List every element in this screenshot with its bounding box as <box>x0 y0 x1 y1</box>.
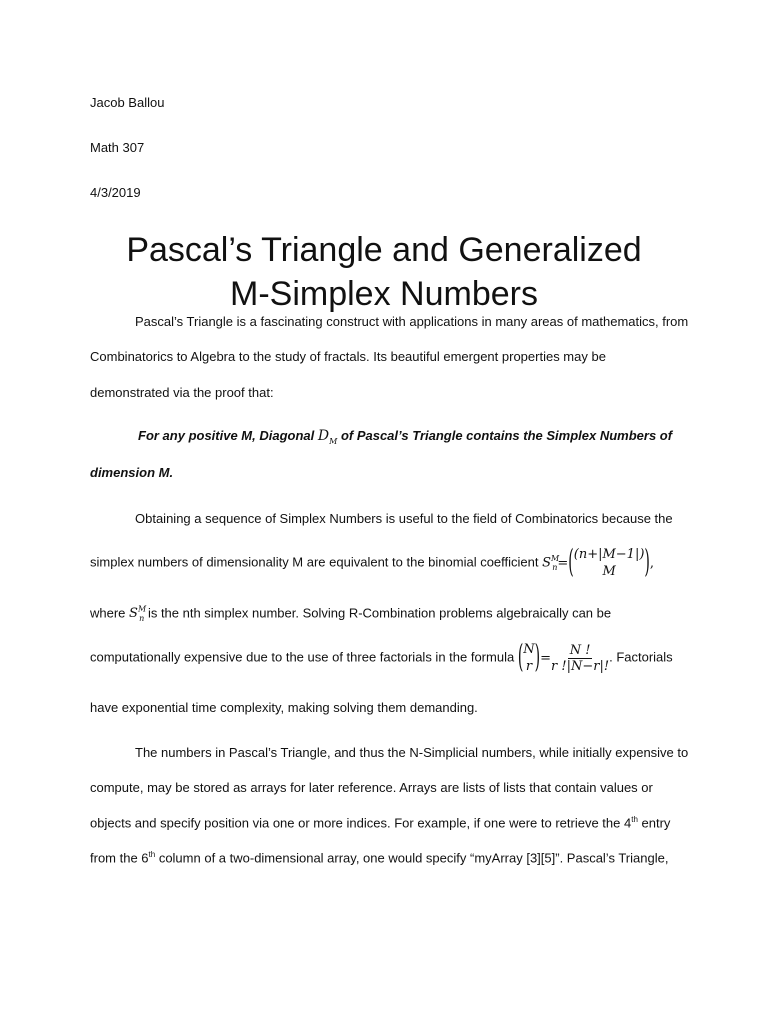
document-date: 4/3/2019 <box>90 185 141 200</box>
para3-line2: compute, may be stored as arrays for later reference. Arrays are lists of lists that contain values or <box>90 780 653 795</box>
para2-line4a: computationally expensive due to the use of three factorials in the formula <box>90 649 515 665</box>
para2-line2 <box>90 546 690 580</box>
para2-line5: have exponential time complexity, making solving them demanding. <box>90 700 478 715</box>
title-line-2: M-Simplex Numbers <box>230 275 538 313</box>
title-line-1: Pascal’s Triangle and Generalized <box>126 231 642 269</box>
para3-line4b: column of a two-dimensional array, one would specify “myArray [3][5]”. Pascal’s Triangle, <box>155 850 669 866</box>
theorem-part2: of Pascal’s Triangle contains the Simplex Numbers of <box>340 428 673 443</box>
theorem-line1 <box>138 428 738 446</box>
document-title <box>40 228 728 316</box>
binomial-formula: $S^M_n$ = ( (n+|M−1|) M ) , <box>542 544 655 582</box>
para2-line3 <box>90 605 690 623</box>
para3-line3b: entry <box>637 815 671 831</box>
para2-line4b: . Factorials <box>609 649 673 665</box>
combination-formula: ( N r ) = $\frac{N !}{r !|N-r|!}$ <box>517 639 610 677</box>
theorem-part1: For any positive M, Diagonal <box>138 428 315 443</box>
theorem-line2: dimension M. <box>90 465 174 480</box>
para1-line3: demonstrated via the proof that: <box>90 385 274 400</box>
para3-line3a: objects and specify position via one or more indices. For example, if one were to retrieve the 4 <box>90 815 632 831</box>
course-name: Math 307 <box>90 140 145 155</box>
para3-line1: The numbers in Pascal’s Triangle, and thus the N-Simplicial numbers, while initially expensive to <box>135 745 689 760</box>
para3-line4a: from the 6 <box>90 850 149 866</box>
para1-line1: Pascal’s Triangle is a fascinating construct with applications in many areas of mathematics, from <box>135 314 689 329</box>
author-name: Jacob Ballou <box>90 95 165 110</box>
para3-line3-sup: th <box>631 815 638 824</box>
para3-line4-sup: th <box>148 850 156 859</box>
para2-line3b: is the nth simplex number. Solving R-Combination problems algebraically can be <box>147 605 612 621</box>
diagonal-symbol: $D_M$ <box>317 428 338 446</box>
para2-line2-text: simplex numbers of dimensionality M are equivalent to the binomial coefficient <box>90 554 539 570</box>
simplex-symbol: $S^M_n$ <box>129 605 147 623</box>
para3-line3 <box>90 815 690 830</box>
para2-line3a: where <box>90 605 126 621</box>
para2-line1: Obtaining a sequence of Simplex Numbers is useful to the field of Combinatorics because the <box>135 511 673 526</box>
para2-line4 <box>90 641 690 675</box>
para3-line4 <box>90 850 690 865</box>
para1-line2: Combinatorics to Algebra to the study of fractals. Its beautiful emergent properties may be <box>90 349 606 364</box>
